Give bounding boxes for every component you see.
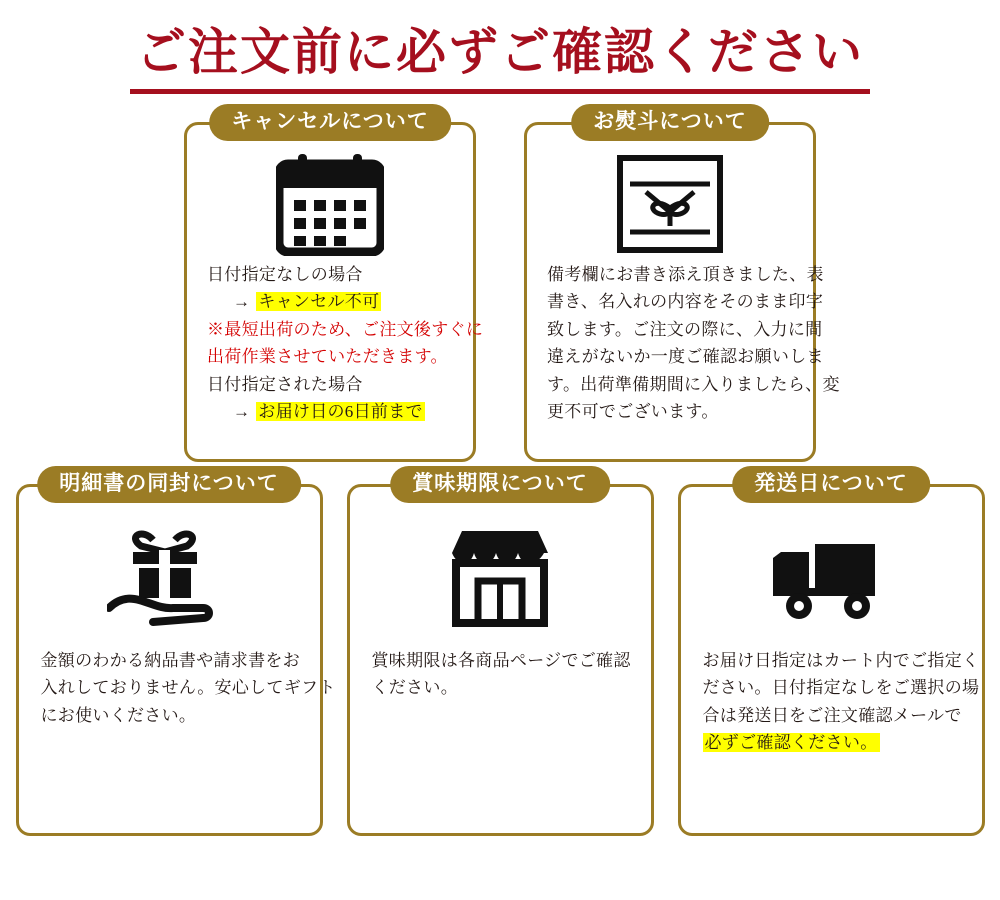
card-body-shipping-date xyxy=(681,637,982,757)
info-card-statement xyxy=(16,470,336,836)
gift-wrap-icon xyxy=(527,125,813,257)
card-line-highlight: キャンセル不可 xyxy=(258,292,380,312)
card-title-expiry: 賞味期限について xyxy=(390,466,610,503)
card-line-highlight-wrap xyxy=(703,729,962,757)
calendar-icon xyxy=(187,125,473,257)
store-icon xyxy=(350,487,651,637)
card-line: お届け日指定はカート内でご指定く xyxy=(702,650,980,670)
card-body-statement xyxy=(19,637,336,730)
card-line: 金額のわかる納品書や請求書をお xyxy=(40,650,300,670)
card-line: 書き、名入れの内容をそのまま印字 xyxy=(547,292,824,312)
arrow-glyph: → xyxy=(233,402,251,422)
card-line-highlight: 必ずご確認ください。 xyxy=(704,733,878,753)
card-line: 入れしておりません。安心してギフト xyxy=(40,678,336,698)
card-line: 致します。ご注文の際に、入力に間 xyxy=(547,319,823,339)
card-line: 賞味期限は各商品ページでご確認 xyxy=(371,650,631,670)
info-card-cancel xyxy=(184,108,484,462)
info-card-shipping-date xyxy=(678,470,985,836)
card-title-noshi: お熨斗について xyxy=(571,104,769,141)
card-body-noshi xyxy=(527,257,840,426)
card-line-warning: ※最短出荷のため、ご注文後すぐに xyxy=(207,319,484,339)
card-row-top xyxy=(0,94,1000,462)
truck-icon xyxy=(681,487,982,637)
card-line-highlight: お届け日の6日前まで xyxy=(258,402,423,422)
card-line: 更不可でございます。 xyxy=(547,402,719,422)
card-line: 備考欄にお書き添え頂きました、表 xyxy=(547,264,824,284)
gift-on-hand-icon xyxy=(19,487,320,637)
card-line-arrow xyxy=(207,398,455,426)
info-card-noshi xyxy=(524,108,840,462)
info-card-expiry xyxy=(347,470,654,836)
arrow-glyph: → xyxy=(233,292,251,312)
page-title-container xyxy=(0,0,1000,94)
card-line-arrow xyxy=(207,288,455,316)
card-line: 日付指定された場合 xyxy=(207,374,363,394)
page-title: ご注文前に必ずご確認ください xyxy=(130,26,870,94)
card-title-statement: 明細書の同封について xyxy=(37,466,301,503)
card-body-cancel xyxy=(187,257,484,426)
card-title-cancel: キャンセルについて xyxy=(209,104,451,141)
card-title-shipping-date: 発送日について xyxy=(732,466,930,503)
card-line: ください。 xyxy=(371,678,458,698)
card-line: にお使いください。 xyxy=(40,705,197,725)
card-row-bottom xyxy=(0,462,1000,836)
card-line: す。出荷準備期間に入りましたら、変 xyxy=(547,374,840,394)
card-line: 日付指定なしの場合 xyxy=(207,264,363,284)
card-line: ださい。日付指定なしをご選択の場 xyxy=(702,678,980,698)
card-body-expiry xyxy=(350,637,651,702)
card-line: 合は発送日をご注文確認メールで xyxy=(702,705,962,725)
card-line-warning: 出荷作業させていただきます。 xyxy=(207,347,448,367)
card-line: 違えがないか一度ご確認お願いしま xyxy=(547,347,824,367)
